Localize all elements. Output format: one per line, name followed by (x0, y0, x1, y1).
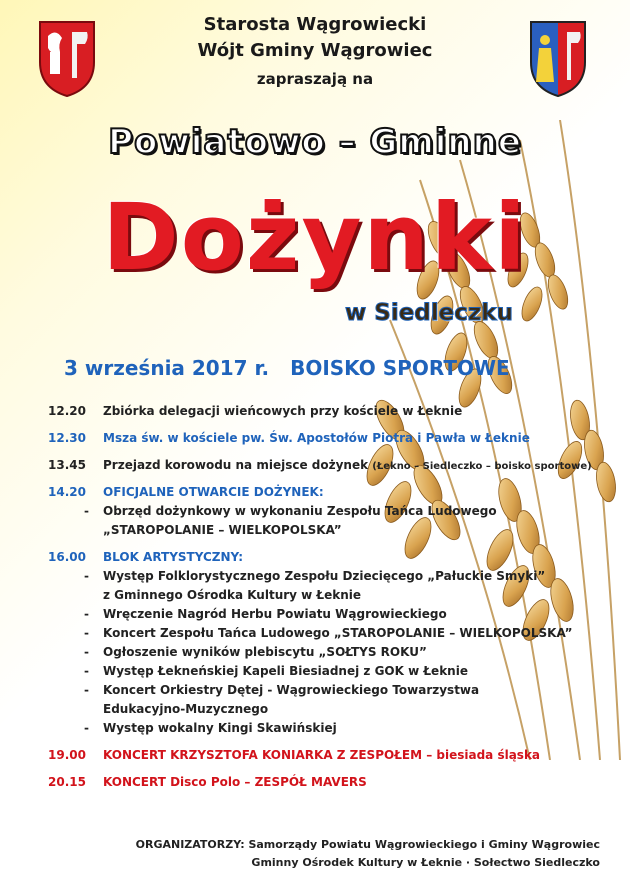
program-item: 12.30 Msza św. w kościele pw. Św. Apostołów Piotra i Pawła w Łeknie (48, 431, 530, 445)
program-item: 19.00 KONCERT KRZYSZTOFA KONIARKA Z ZESPOŁEM – biesiada śląska (48, 748, 541, 762)
event-subtitle: Powiatowo – Gminne (108, 122, 522, 162)
event-title: Dożynki (102, 184, 528, 291)
program-subitem-cont: z Gminnego Ośrodka Kultury w Łeknie (103, 588, 362, 602)
program-list (48, 404, 608, 794)
program-subitem: - Występ Łekneńskiej Kapeli Biesiadnej z GOK w Łeknie (84, 664, 468, 678)
header-line-invite: zapraszają na (256, 70, 374, 88)
organizers-line: Gminny Ośrodek Kultury w Łeknie · Sołectwo Siedleczko (251, 856, 600, 869)
program-subitem: - Wręczenie Nagród Herbu Powiatu Wągrowieckiego (84, 607, 447, 621)
organizers-line: ORGANIZATORZY: Samorządy Powiatu Wągrowieckiego i Gminy Wągrowiec (135, 838, 600, 851)
program-item: 14.20 OFICJALNE OTWARCIE DOŻYNEK: (48, 485, 324, 499)
event-place: w Siedleczku (345, 300, 513, 326)
program-subitem: - Koncert Zespołu Tańca Ludowego „STAROPOLANIE – WIELKOPOLSKA” (84, 626, 573, 640)
program-subitem: - Ogłoszenie wyników plebiscytu „SOŁTYS ROKU” (84, 645, 427, 659)
program-subitem: - Obrzęd dożynkowy w wykonaniu Zespołu Tańca Ludowego (84, 504, 497, 518)
program-subitem: - Występ wokalny Kingi Skawińskiej (84, 721, 337, 735)
program-item-note: (Łekno – Siedleczko – boisko sportowe) (372, 461, 592, 472)
program-item: 20.15 KONCERT Disco Polo – ZESPÓŁ MAVERS (48, 775, 367, 789)
program-subitem-cont: „STAROPOLANIE – WIELKOPOLSKA” (103, 523, 342, 537)
header-line-starosta: Starosta Wągrowiecki (203, 14, 427, 35)
event-date: 3 września 2017 r. (64, 356, 270, 380)
event-location: BOISKO SPORTOWE (290, 356, 510, 380)
program-subitem: - Koncert Orkiestry Dętej - Wągrowieckiego Towarzystwa (84, 683, 480, 697)
program-item: 13.45 Przejazd korowodu na miejsce dożynek (Łekno – Siedleczko – boisko sportowe) (48, 458, 592, 472)
header-line-wojt: Wójt Gminy Wągrowiec (197, 40, 433, 61)
program-subitem: - Występ Folklorystycznego Zespołu Dziecięcego „Pałuckie Smyki” (84, 569, 546, 583)
program-item: 16.00 BLOK ARTYSTYCZNY: (48, 550, 243, 564)
program-subitem-cont: Edukacyjno-Muzycznego (103, 702, 269, 716)
program-item: 12.20 Zbiórka delegacji wieńcowych przy kościele w Łeknie (48, 404, 463, 418)
date-line (64, 356, 510, 380)
